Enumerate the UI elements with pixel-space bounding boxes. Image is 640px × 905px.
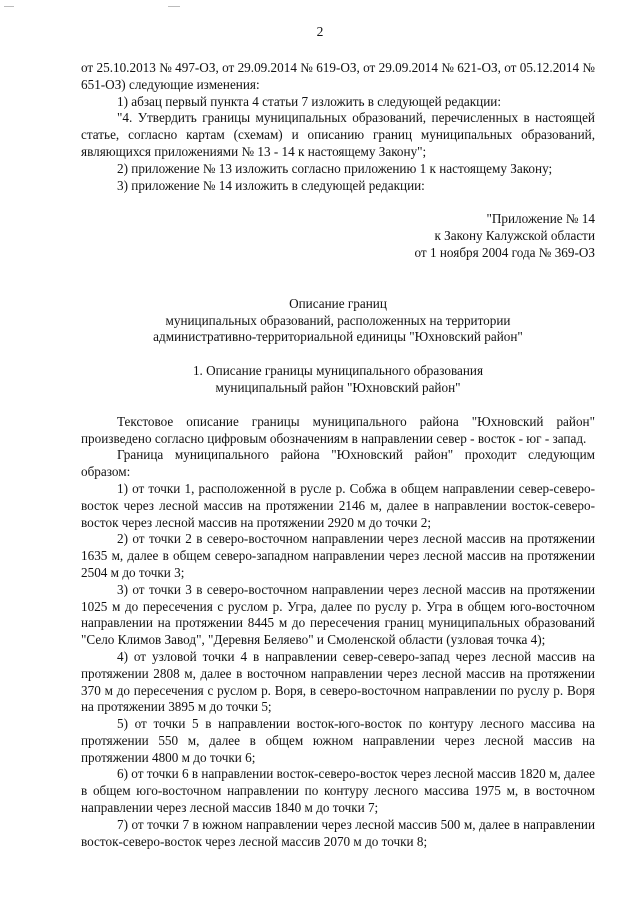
section-title: административно-территориальной единицы "Юхновский район" [153, 329, 523, 345]
appendix-header-line: от 1 ноября 2004 года № 369-ОЗ [414, 244, 595, 260]
intro-paragraph: от 25.10.2013 № 497-ОЗ, от 29.09.2014 № 619-ОЗ, от 29.09.2014 № 621-ОЗ, от 05.12.2014 № 651-ОЗ) следующие изменения: [81, 60, 595, 92]
body-paragraph: Текстовое описание границы муниципального района "Юхновский район" произведено согласно цифровым обозначениям в направлении север - восток - юг - запад. [81, 413, 595, 446]
amendment-item: 1) абзац первый пункта 4 статьи 7 изложить в следующей редакции: [117, 93, 502, 109]
boundary-point: 1) от точки 1, расположенной в русле р. Собжа в общем направлении север-северо-восток через лесной массив на протяжении 2146 м, далее в направлении восток-северо-восток через лесной массив на протяжении 2920 м до точки 2; [81, 480, 595, 530]
body-paragraph: Граница муниципального района "Юхновский район" проходит следующим образом: [81, 447, 595, 480]
scan-artifact [4, 6, 14, 7]
scan-artifact [168, 6, 180, 7]
amendment-quote: "4. Утвердить границы муниципальных образований, перечисленных в настоящей статье, согласно картам (схемам) и описанию границ муниципальных образований, являющихся приложениями № 13 - 14 к настоящему Закону"; [81, 110, 595, 159]
amendment-item: 2) приложение № 13 изложить согласно приложению 1 к настоящему Закону; [117, 160, 553, 176]
section-title: Описание границ [289, 295, 387, 311]
section-subtitle: муниципальный район "Юхновский район" [215, 379, 461, 395]
boundary-point: 6) от точки 6 в направлении восток-северо-восток через лесной массив 1820 м, далее в общем юго-восточном направлении по контуру лесного массива 1975 м, в восточном направлении через лесной массив 1840 м до точки 7; [81, 766, 595, 816]
page-number: 2 [316, 24, 324, 39]
section-subtitle: 1. Описание границы муниципального образования [192, 363, 484, 379]
appendix-header-line: к Закону Калужской области [434, 228, 595, 244]
boundary-point: 2) от точки 2 в северо-восточном направлении через лесной массив на протяжении 1635 м, далее в общем северо-западном направлении через лесной массив на протяжении 2504 м до точки 3; [81, 531, 595, 580]
boundary-point: 7) от точки 7 в южном направлении через лесной массив 500 м, далее в направлении восток-северо-восток через лесной массив 2070 м до точки 8; [81, 816, 595, 849]
amendment-item: 3) приложение № 14 изложить в следующей редакции: [117, 177, 425, 193]
appendix-header-line: "Приложение № 14 [486, 211, 595, 227]
boundary-point: 3) от точки 3 в северо-восточном направлении через лесной массив на протяжении 1025 м до пересечения с руслом р. Угра, далее по руслу р. Угра в общем юго-восточном направлении на протяжении 8445 м до пересечения границ муниципальных образований "Село Климов Завод", "Деревня Беляево" и Смоленской области (узловая точка 4); [81, 581, 595, 648]
boundary-point: 4) от узловой точки 4 в направлении север-северо-запад через лесной массив на протяжении 2808 м, далее в восточном направлении через лесной массив на протяжении 370 м до пересечения с руслом р. Воря, в северо-восточном направлении по руслу р. Воря на протяжении 3895 м до точки 5; [81, 648, 595, 715]
boundary-point: 5) от точки 5 в направлении восток-юго-восток по контуру лесного массива на протяжении 550 м, далее в общем южном направлении через лесной массив на протяжении 4800 м до точки 6; [81, 716, 595, 765]
document-body [81, 60, 595, 850]
section-title: муниципальных образований, расположенных на территории [165, 312, 511, 328]
